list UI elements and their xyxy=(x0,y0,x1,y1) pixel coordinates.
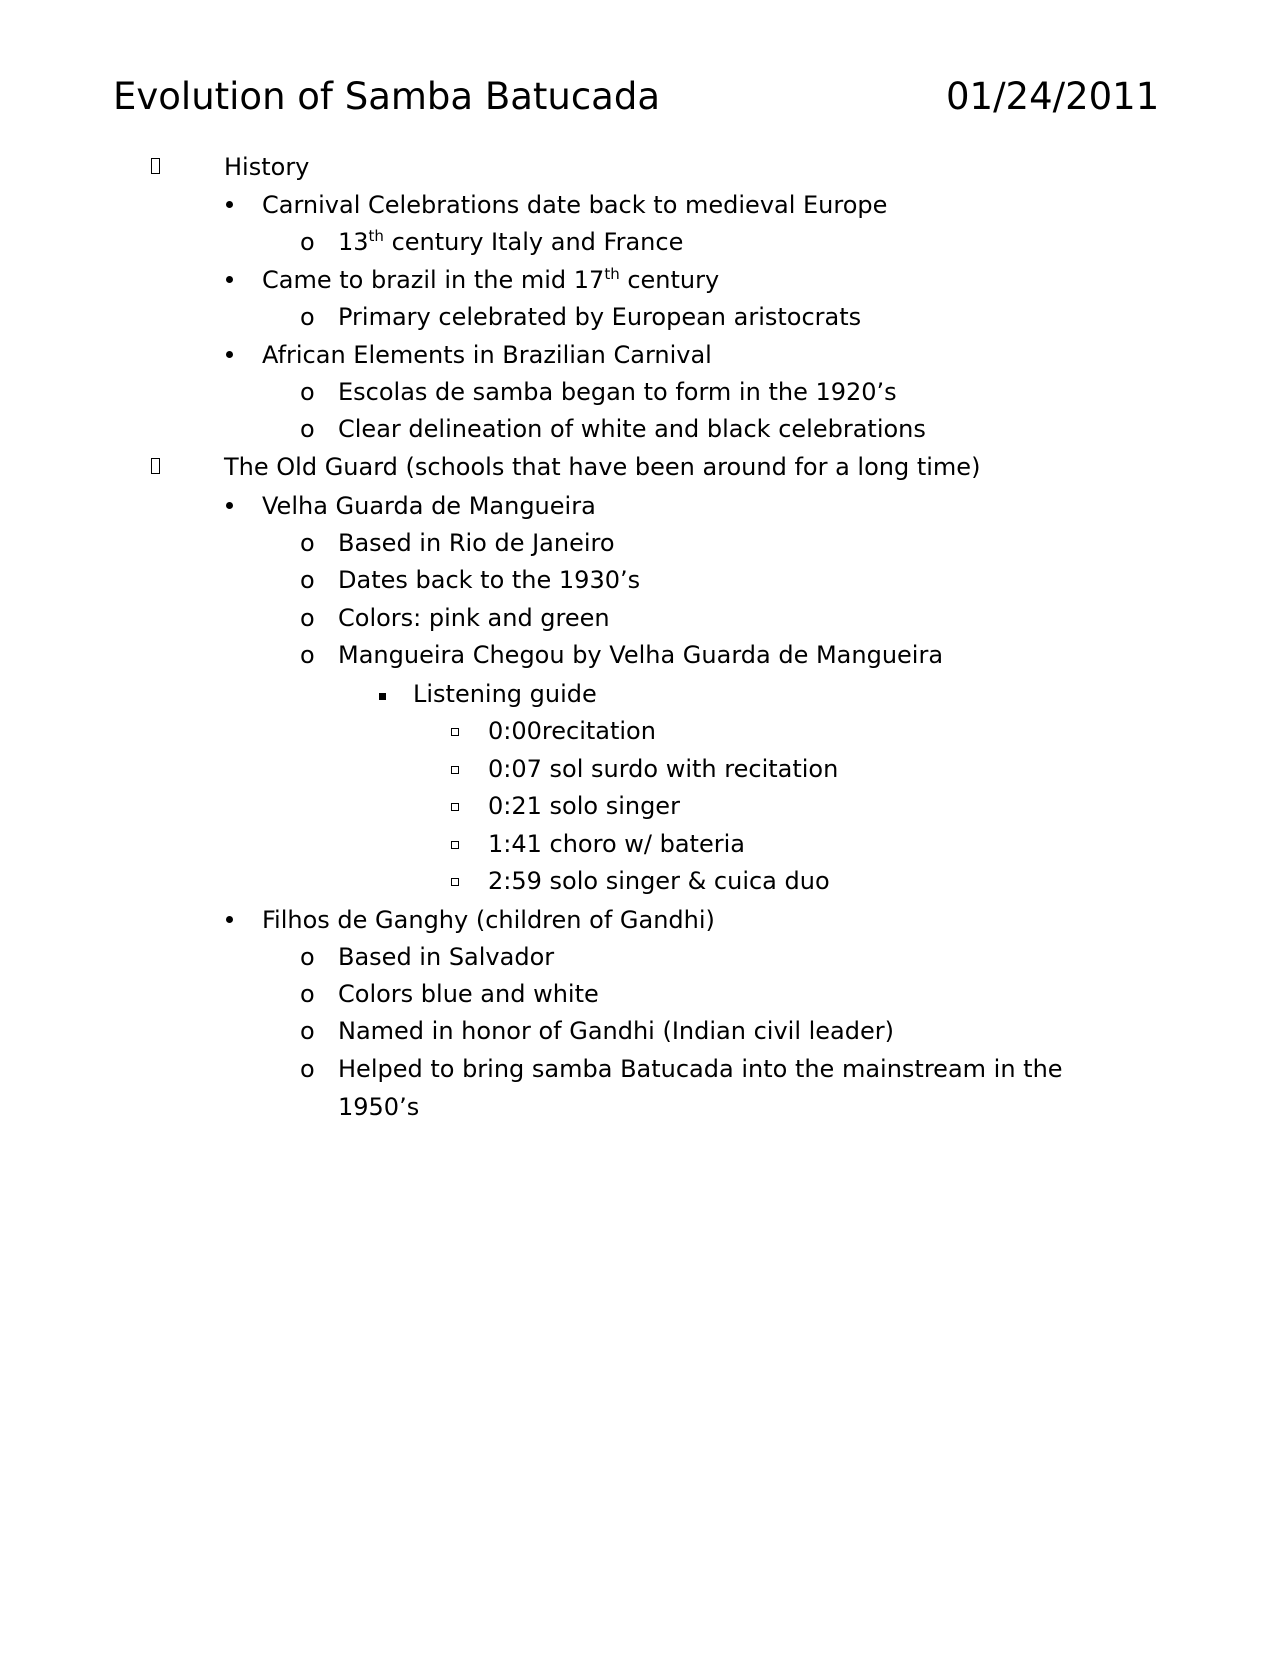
hollow-square-bullet-icon xyxy=(451,841,459,849)
list-item: African Elements in Brazilian Carnival xyxy=(262,341,712,369)
hollow-square-bullet-icon xyxy=(451,878,459,886)
list-marker-o: o xyxy=(300,1017,315,1045)
list-item: 2:59 solo singer & cuica duo xyxy=(488,867,830,895)
list-marker-o: o xyxy=(300,303,315,331)
list-item: Mangueira Chegou by Velha Guarda de Mangueira xyxy=(338,641,944,669)
list-item: 0:21 solo singer xyxy=(488,792,680,820)
list-item: Filhos de Ganghy (children of Gandhi) xyxy=(262,906,715,934)
list-item: Carnival Celebrations date back to medieval Europe xyxy=(262,191,888,219)
list-item: Velha Guarda de Mangueira xyxy=(262,492,596,520)
document-title: Evolution of Samba Batucada xyxy=(113,75,661,118)
hollow-square-bullet-icon xyxy=(451,766,459,774)
list-item: Dates back to the 1930’s xyxy=(338,566,641,594)
list-item: Primary celebrated by European aristocrats xyxy=(338,303,862,331)
list-item: Based in Salvador xyxy=(338,943,555,971)
list-marker-o: o xyxy=(300,641,315,669)
list-item: 0:00recitation xyxy=(488,717,656,745)
section-heading-history: History xyxy=(224,153,310,181)
list-marker-o: o xyxy=(300,1055,315,1083)
bullet-dot-icon xyxy=(226,201,233,208)
list-item: Clear delineation of white and black celebrations xyxy=(338,415,926,443)
list-item: Based in Rio de Janeiro xyxy=(338,529,615,557)
hollow-square-bullet-icon xyxy=(451,803,459,811)
bullet-dot-icon xyxy=(226,276,233,283)
bullet-dot-icon xyxy=(226,502,233,509)
square-bullet-icon xyxy=(379,693,386,700)
list-item: Colors: pink and green xyxy=(338,604,610,632)
section-heading-old-guard: The Old Guard (schools that have been around for a long time) xyxy=(224,453,981,481)
box-bullet-icon xyxy=(151,158,160,174)
hollow-square-bullet-icon xyxy=(451,728,459,736)
list-marker-o: o xyxy=(300,943,315,971)
bullet-dot-icon xyxy=(226,916,233,923)
list-marker-o: o xyxy=(300,228,315,256)
list-marker-o: o xyxy=(300,529,315,557)
list-item: Listening guide xyxy=(413,680,597,708)
bullet-dot-icon xyxy=(226,351,233,358)
list-marker-o: o xyxy=(300,604,315,632)
list-marker-o: o xyxy=(300,415,315,443)
list-marker-o: o xyxy=(300,980,315,1008)
list-item: 1:41 choro w/ bateria xyxy=(488,830,745,858)
list-item: 13th century Italy and France xyxy=(338,227,684,256)
list-item: Came to brazil in the mid 17th century xyxy=(262,265,720,294)
list-item: Escolas de samba began to form in the 1920’s xyxy=(338,378,897,406)
list-item: Colors blue and white xyxy=(338,980,599,1008)
document-date: 01/24/2011 xyxy=(946,75,1160,118)
list-item: Named in honor of Gandhi (Indian civil leader) xyxy=(338,1017,894,1045)
list-item-continuation: 1950’s xyxy=(338,1093,420,1121)
list-marker-o: o xyxy=(300,566,315,594)
box-bullet-icon xyxy=(151,458,160,474)
list-item: 0:07 sol surdo with recitation xyxy=(488,755,839,783)
list-item: Helped to bring samba Batucada into the mainstream in the xyxy=(338,1055,1063,1083)
list-marker-o: o xyxy=(300,378,315,406)
